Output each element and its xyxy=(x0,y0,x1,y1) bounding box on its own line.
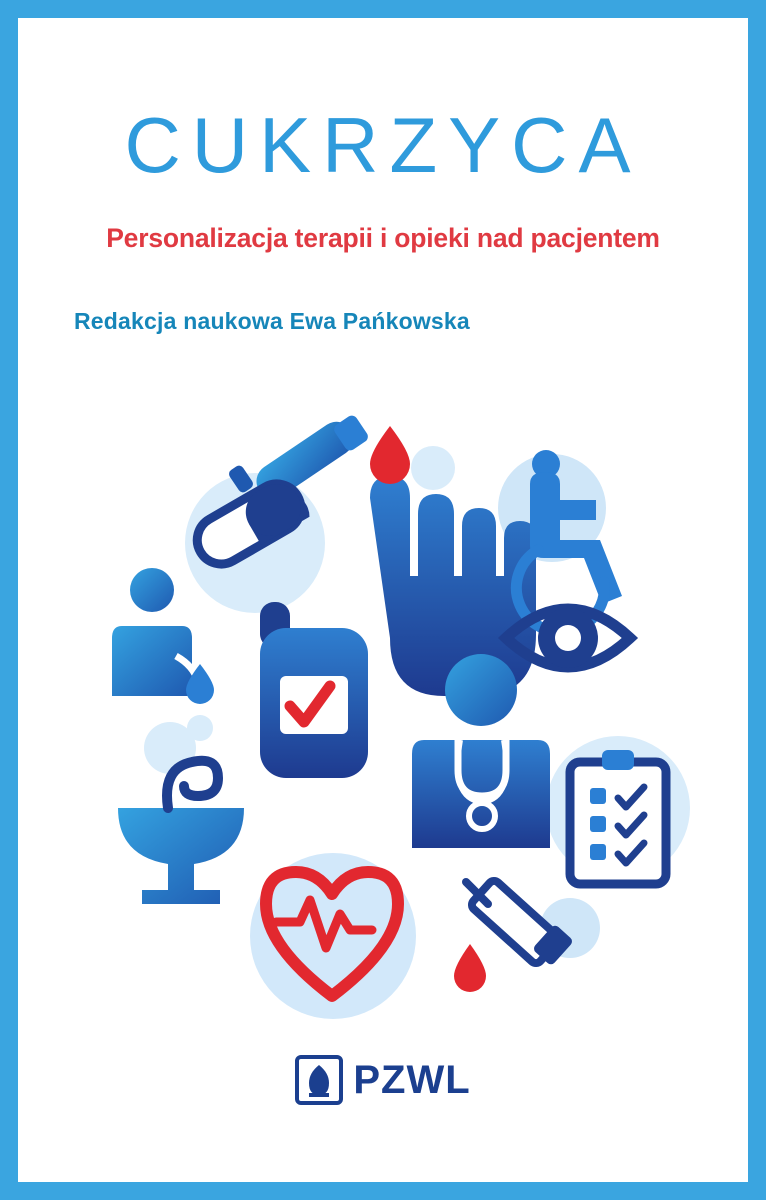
syringe-blood-drop-icon xyxy=(454,879,574,992)
page-title: CUKRZYCA xyxy=(124,101,642,189)
pzwl-mark-icon xyxy=(295,1055,343,1105)
cover-inner xyxy=(18,18,748,1182)
patient-washing-hands-icon xyxy=(112,568,214,704)
publisher-name: PZWL xyxy=(353,1057,471,1102)
editor-credit: Redakcja naukowa Ewa Pańkowska xyxy=(74,308,470,334)
clipboard-checklist-icon xyxy=(570,750,666,884)
glucose-meter-check-icon xyxy=(260,602,368,778)
publisher-logo xyxy=(18,1055,748,1110)
cover-subtitle: Personalizacja terapii i opieki nad pacjentem xyxy=(106,223,660,253)
cover-illustration xyxy=(18,388,748,1028)
pharmacy-bowl-hygieia-icon xyxy=(118,761,244,904)
